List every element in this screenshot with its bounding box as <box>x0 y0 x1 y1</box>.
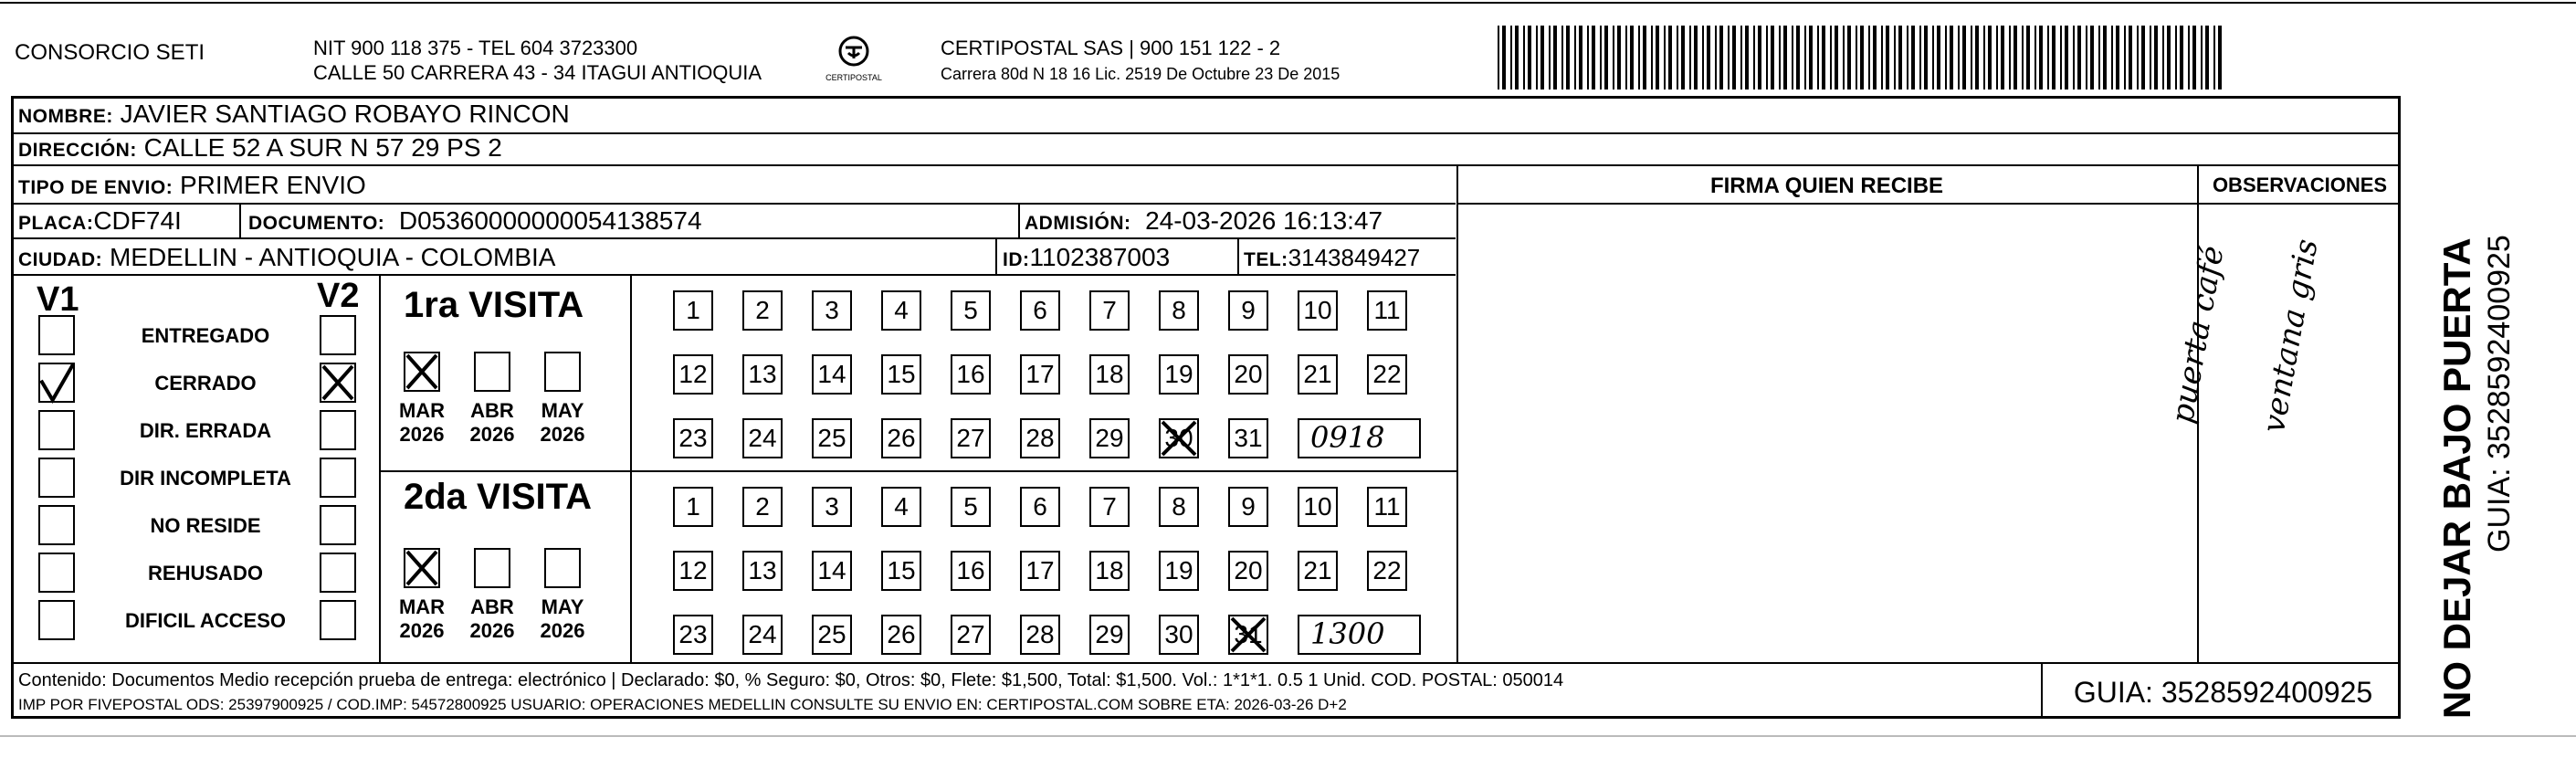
row-divider <box>11 203 1456 205</box>
barcode-bar <box>1740 26 1742 89</box>
v1-checkbox[interactable] <box>38 505 75 545</box>
observaciones-label: OBSERVACIONES <box>2212 174 2388 196</box>
admision-value: 24-03-2026 16:13:47 <box>1145 206 1383 235</box>
second-visit-day-14[interactable]: 14 <box>812 551 852 591</box>
barcode-bar <box>1515 26 1519 89</box>
barcode-bar <box>1835 26 1838 89</box>
v2-checkbox[interactable] <box>320 410 356 450</box>
id-value: 1102387003 <box>1029 243 1171 271</box>
nit-line: NIT 900 118 375 - TEL 604 3723300 <box>313 37 638 59</box>
first-visit-day-10[interactable]: 10 <box>1298 290 1338 331</box>
barcode-bar <box>1566 26 1570 89</box>
tel-field <box>1244 243 1420 275</box>
second-visit-day-22[interactable]: 22 <box>1367 551 1407 591</box>
tel-label: TEL: <box>1244 249 1288 270</box>
barcode-bar <box>1540 26 1544 89</box>
second-visit-day-27[interactable]: 27 <box>951 615 991 655</box>
id-field <box>1003 243 1170 275</box>
observation-note-2: ventana gris <box>2255 236 2326 436</box>
second-visit-day-12[interactable]: 12 <box>673 551 713 591</box>
footer-line-1: Contenido: Documentos Medio recepción prueba de entrega: electrónico | Declarado: $0, % Seguro: $0, Otros: $0, Flete: $1,500, Total: $1,500. Vol.: 1*1*1. 0.5 1 Unid. COD. POSTAL: 050014 <box>18 670 1564 690</box>
second-visit-month-label <box>460 595 524 643</box>
side-panel <box>2402 96 2576 719</box>
first-visit-title: 1ra VISITA <box>404 285 584 325</box>
barcode-bar <box>2213 26 2215 89</box>
barcode-bar <box>1950 26 1953 89</box>
documento-value: D05360000000054138574 <box>398 206 702 235</box>
barcode-bar <box>2141 26 2145 89</box>
barcode-bar <box>1873 26 1877 89</box>
barcode-bar <box>2124 26 2126 89</box>
admision-label: ADMISIÓN: <box>1025 213 1131 234</box>
barcode-bar <box>1668 26 1672 89</box>
barcode-bar <box>1932 26 1934 89</box>
first-visit-day-16[interactable]: 16 <box>951 354 991 395</box>
barcode-bar <box>2065 26 2068 89</box>
nombre-value: JAVIER SANTIAGO ROBAYO RINCON <box>120 100 570 128</box>
ciudad-field <box>18 243 555 275</box>
barcode-bar <box>1779 26 1781 89</box>
license-line: Carrera 80d N 18 16 Lic. 2519 De Octubre 23 De 2015 <box>941 65 1341 83</box>
barcode-bar <box>1847 26 1851 89</box>
first-visit-day-21[interactable]: 21 <box>1298 354 1338 395</box>
first-visit-month-label <box>460 399 524 447</box>
second-visit-day-1[interactable]: 1 <box>673 487 713 527</box>
first-visit-day-20[interactable]: 20 <box>1228 354 1268 395</box>
barcode-bar <box>1907 26 1908 89</box>
second-visit-day-9[interactable]: 9 <box>1228 487 1268 527</box>
first-visit-time-handwritten: 0918 <box>1310 420 1385 455</box>
first-visit-day-19[interactable]: 19 <box>1159 354 1199 395</box>
second-visit-day-2[interactable]: 2 <box>742 487 783 527</box>
second-visit-day-10[interactable]: 10 <box>1298 487 1338 527</box>
barcode-bar <box>1766 26 1768 89</box>
barcode-bar <box>2111 26 2113 89</box>
col-divider <box>995 239 997 274</box>
barcode-bar <box>1702 26 1704 89</box>
second-visit-day-25[interactable]: 25 <box>812 615 852 655</box>
first-visit-day-15[interactable]: 15 <box>881 354 921 395</box>
side-warning: NO DEJAR BAJO PUERTA <box>2435 237 2478 719</box>
barcode-bar <box>2201 26 2203 89</box>
barcode-bar <box>1523 26 1525 89</box>
barcode-bar <box>2205 26 2209 89</box>
barcode-bar <box>1510 26 1512 89</box>
tipo-field <box>18 171 366 203</box>
barcode-bar <box>1694 26 1698 89</box>
barcode-bar <box>1771 26 1774 89</box>
placa-field <box>18 206 182 238</box>
barcode-bar <box>1630 26 1634 89</box>
barcode-bar <box>1988 26 1992 89</box>
month-year: 2026 <box>540 619 585 642</box>
barcode-bar <box>2167 26 2171 89</box>
col-divider <box>630 274 632 662</box>
footer-guia: GUIA: 3528592400925 <box>2073 676 2373 709</box>
barcode-bar <box>1613 26 1614 89</box>
second-visit-day-17[interactable]: 17 <box>1020 551 1060 591</box>
svg-text:CERTIPOSTAL: CERTIPOSTAL <box>825 73 882 82</box>
second-visit-month-label <box>531 595 594 643</box>
barcode-bar <box>2098 26 2100 89</box>
first-visit-day-13[interactable]: 13 <box>742 354 783 395</box>
barcode-bar <box>1745 26 1749 89</box>
first-visit-day-23[interactable]: 23 <box>673 418 713 458</box>
first-visit-day-31[interactable]: 31 <box>1228 418 1268 458</box>
second-visit-day-7[interactable]: 7 <box>1089 487 1130 527</box>
nombre-field <box>18 100 570 132</box>
barcode-bar <box>1971 26 1972 89</box>
first-visit-day-5[interactable]: 5 <box>951 290 991 331</box>
barcode-bar <box>1830 26 1832 89</box>
first-visit-month-label <box>531 399 594 447</box>
first-visit-time-box[interactable] <box>1298 418 1421 458</box>
first-visit-month-box[interactable] <box>544 352 581 392</box>
v1-checkbox[interactable] <box>38 363 75 403</box>
first-visit-day-25[interactable]: 25 <box>812 418 852 458</box>
barcode-bar <box>2039 26 2043 89</box>
barcode-bar <box>1561 26 1563 89</box>
tipo-value: PRIMER ENVIO <box>179 171 366 199</box>
barcode-bar <box>1919 26 1921 89</box>
bottom-edge <box>0 735 2576 737</box>
barcode-bar <box>2129 26 2132 89</box>
barcode-bar <box>2035 26 2036 89</box>
first-visit-day-12[interactable]: 12 <box>673 354 713 395</box>
month-year: 2026 <box>469 423 515 446</box>
barcode <box>1498 26 2228 89</box>
v2-checkbox[interactable] <box>320 600 356 640</box>
barcode-bar <box>2022 26 2024 89</box>
v1-checkbox[interactable] <box>38 315 75 355</box>
barcode-bar <box>1664 26 1666 89</box>
second-visit-day-19[interactable]: 19 <box>1159 551 1199 591</box>
barcode-bar <box>2077 26 2081 89</box>
admision-field <box>1025 206 1383 238</box>
status-label: DIR INCOMPLETA <box>120 467 291 490</box>
documento-label: DOCUMENTO: <box>248 213 385 234</box>
status-label: ENTREGADO <box>141 324 270 347</box>
barcode-bar <box>1898 26 1902 89</box>
barcode-bar <box>1536 26 1538 89</box>
barcode-bar <box>1894 26 1896 89</box>
barcode-bar <box>1715 26 1717 89</box>
second-visit-day-3[interactable]: 3 <box>812 487 852 527</box>
nombre-label: NOMBRE: <box>18 106 113 127</box>
footer-line-2: IMP POR FIVEPOSTAL ODS: 25397900925 / COD.IMP: 54572800925 USUARIO: OPERACIONES MEDELLIN CONSULTE SU ENVIO EN: CERTIPOSTAL.COM SOBRE ETA: 2026-03-26 D+2 <box>18 696 1347 713</box>
side-guia: GUIA: 3528592400925 <box>2482 235 2517 553</box>
first-visit-day-28[interactable]: 28 <box>1020 418 1060 458</box>
barcode-bar <box>1574 26 1576 89</box>
ciudad-value: MEDELLIN - ANTIOQUIA - COLOMBIA <box>109 243 556 271</box>
direccion-field <box>18 133 502 165</box>
company-name: CONSORCIO SETI <box>15 40 205 65</box>
month-year: 2026 <box>540 423 585 446</box>
first-visit-day-18[interactable]: 18 <box>1089 354 1130 395</box>
v2-checkbox[interactable] <box>320 458 356 498</box>
barcode-bar <box>1758 26 1761 89</box>
first-visit-day-9[interactable]: 9 <box>1228 290 1268 331</box>
barcode-bar <box>1707 26 1710 89</box>
first-visit-day-3[interactable]: 3 <box>812 290 852 331</box>
tipo-label: TIPO DE ENVIO: <box>18 177 173 198</box>
barcode-bar <box>1783 26 1787 89</box>
v1-label: V1 <box>37 280 79 319</box>
first-visit-month-label <box>390 399 454 447</box>
id-label: ID: <box>1003 249 1030 270</box>
barcode-bar <box>1502 26 1506 89</box>
v1-checkbox[interactable] <box>38 458 75 498</box>
first-visit-day-29[interactable]: 29 <box>1089 418 1130 458</box>
barcode-bar <box>1958 26 1960 89</box>
direccion-value: CALLE 52 A SUR N 57 29 PS 2 <box>143 133 502 162</box>
barcode-bar <box>1937 26 1940 89</box>
second-visit-month-box[interactable] <box>474 548 510 588</box>
barcode-bar <box>1822 26 1825 89</box>
month-name: ABR <box>470 399 514 422</box>
v2-checkbox[interactable] <box>320 363 356 403</box>
status-label: NO RESIDE <box>150 514 261 537</box>
barcode-bar <box>2150 26 2151 89</box>
barcode-bar <box>1625 26 1627 89</box>
first-visit-month-box[interactable] <box>404 352 440 392</box>
second-visit-day-11[interactable]: 11 <box>1367 487 1407 527</box>
barcode-bar <box>1617 26 1621 89</box>
col-divider <box>1018 204 1020 237</box>
barcode-bar <box>1843 26 1845 89</box>
barcode-bar <box>1592 26 1595 89</box>
barcode-bar <box>1732 26 1736 89</box>
second-visit-title: 2da VISITA <box>404 477 592 517</box>
barcode-bar <box>1528 26 1531 89</box>
barcode-bar <box>1945 26 1947 89</box>
barcode-bar <box>1498 26 1499 89</box>
barcode-bar <box>2162 26 2164 89</box>
firma-label: FIRMA QUIEN RECIBE <box>1709 174 1944 198</box>
col-divider <box>2041 662 2043 719</box>
barcode-bar <box>2086 26 2087 89</box>
barcode-bar <box>1924 26 1928 89</box>
barcode-bar <box>2090 26 2094 89</box>
second-visit-time-handwritten: 1300 <box>1310 616 1385 651</box>
v1-checkbox[interactable] <box>38 553 75 593</box>
barcode-bar <box>1962 26 1966 89</box>
month-name: ABR <box>470 595 514 618</box>
certipostal-logo <box>822 33 886 88</box>
barcode-bar <box>1681 26 1685 89</box>
col-divider <box>239 204 241 237</box>
barcode-bar <box>1911 26 1915 89</box>
second-visit-month-box[interactable] <box>544 548 581 588</box>
col-divider <box>379 274 381 662</box>
top-edge <box>0 2 2576 4</box>
first-visit-day-24[interactable]: 24 <box>742 418 783 458</box>
second-visit-day-16[interactable]: 16 <box>951 551 991 591</box>
barcode-bar <box>2009 26 2011 89</box>
visit-divider <box>379 470 1456 472</box>
barcode-bar <box>2103 26 2107 89</box>
v1-checkbox[interactable] <box>38 410 75 450</box>
first-visit-day-1[interactable]: 1 <box>673 290 713 331</box>
barcode-bar <box>2060 26 2062 89</box>
second-visit-day-4[interactable]: 4 <box>881 487 921 527</box>
month-name: MAR <box>398 595 446 618</box>
placa-label: PLACA: <box>18 213 94 234</box>
v2-label: V2 <box>317 277 360 315</box>
direccion-label: DIRECCIÓN: <box>18 140 137 161</box>
barcode-bar <box>2218 26 2222 89</box>
first-visit-day-30[interactable]: 30 <box>1159 418 1199 458</box>
barcode-bar <box>2047 26 2049 89</box>
second-visit-day-29[interactable]: 29 <box>1089 615 1130 655</box>
address-line: CALLE 50 CARRERA 43 - 34 ITAGUI ANTIOQUIA <box>313 61 762 84</box>
first-visit-day-8[interactable]: 8 <box>1159 290 1199 331</box>
barcode-bar <box>1804 26 1806 89</box>
barcode-bar <box>2137 26 2139 89</box>
barcode-bar <box>1656 26 1659 89</box>
barcode-bar <box>2001 26 2004 89</box>
barcode-bar <box>2013 26 2017 89</box>
barcode-bar <box>2026 26 2030 89</box>
v1-checkbox[interactable] <box>38 600 75 640</box>
month-name: MAR <box>398 399 446 422</box>
documento-field <box>248 206 702 238</box>
status-label: DIR. ERRADA <box>139 419 272 442</box>
barcode-bar <box>2180 26 2183 89</box>
first-visit-day-7[interactable]: 7 <box>1089 290 1130 331</box>
first-visit-day-26[interactable]: 26 <box>881 418 921 458</box>
first-visit-day-17[interactable]: 17 <box>1020 354 1060 395</box>
barcode-bar <box>1587 26 1589 89</box>
barcode-bar <box>1983 26 1985 89</box>
certipostal-line: CERTIPOSTAL SAS | 900 151 122 - 2 <box>941 37 1281 59</box>
status-label: DIFICIL ACCESO <box>124 609 286 632</box>
second-visit-day-18[interactable]: 18 <box>1089 551 1130 591</box>
second-visit-day-30[interactable]: 30 <box>1159 615 1199 655</box>
barcode-bar <box>1728 26 1730 89</box>
barcode-bar <box>1549 26 1551 89</box>
first-visit-day-11[interactable]: 11 <box>1367 290 1407 331</box>
second-visit-day-15[interactable]: 15 <box>881 551 921 591</box>
month-name: MAY <box>541 595 584 618</box>
barcode-bar <box>1604 26 1608 89</box>
barcode-bar <box>1975 26 1979 89</box>
second-visit-day-28[interactable]: 28 <box>1020 615 1060 655</box>
first-visit-day-6[interactable]: 6 <box>1020 290 1060 331</box>
barcode-bar <box>1792 26 1793 89</box>
second-visit-day-24[interactable]: 24 <box>742 615 783 655</box>
barcode-bar <box>2073 26 2075 89</box>
barcode-bar <box>1860 26 1864 89</box>
placa-value: CDF74I <box>93 206 182 235</box>
barcode-bar <box>1817 26 1819 89</box>
second-visit-day-26[interactable]: 26 <box>881 615 921 655</box>
month-year: 2026 <box>469 619 515 642</box>
barcode-bar <box>1881 26 1883 89</box>
first-visit-day-14[interactable]: 14 <box>812 354 852 395</box>
barcode-bar <box>1689 26 1691 89</box>
barcode-bar <box>2175 26 2177 89</box>
second-visit-day-21[interactable]: 21 <box>1298 551 1338 591</box>
barcode-bar <box>1996 26 1998 89</box>
second-visit-day-31[interactable]: 31 <box>1228 615 1268 655</box>
barcode-bar <box>1809 26 1813 89</box>
second-visit-day-6[interactable]: 6 <box>1020 487 1060 527</box>
observation-note-1: puerta café <box>2164 243 2232 426</box>
month-name: MAY <box>541 399 584 422</box>
v2-checkbox[interactable] <box>320 315 356 355</box>
second-visit-day-5[interactable]: 5 <box>951 487 991 527</box>
barcode-bar <box>1638 26 1640 89</box>
status-label: CERRADO <box>154 372 257 395</box>
barcode-bar <box>1719 26 1723 89</box>
barcode-bar <box>2192 26 2196 89</box>
month-year: 2026 <box>399 619 445 642</box>
second-visit-day-8[interactable]: 8 <box>1159 487 1199 527</box>
second-visit-time-box[interactable] <box>1298 615 1421 655</box>
barcode-bar <box>1753 26 1755 89</box>
barcode-bar <box>1553 26 1557 89</box>
barcode-bar <box>1643 26 1646 89</box>
second-visit-month-label <box>390 595 454 643</box>
first-visit-day-22[interactable]: 22 <box>1367 354 1407 395</box>
first-visit-day-2[interactable]: 2 <box>742 290 783 331</box>
v2-checkbox[interactable] <box>320 553 356 593</box>
barcode-bar <box>2116 26 2119 89</box>
col-divider <box>1237 239 1239 274</box>
first-visit-day-4[interactable]: 4 <box>881 290 921 331</box>
barcode-bar <box>2188 26 2190 89</box>
barcode-bar <box>2154 26 2158 89</box>
barcode-bar <box>1651 26 1653 89</box>
second-visit-day-20[interactable]: 20 <box>1228 551 1268 591</box>
barcode-bar <box>1886 26 1889 89</box>
first-visit-month-box[interactable] <box>474 352 510 392</box>
barcode-bar <box>1579 26 1582 89</box>
v2-checkbox[interactable] <box>320 505 356 545</box>
tel-value: 3143849427 <box>1288 244 1421 271</box>
ciudad-label: CIUDAD: <box>18 249 103 270</box>
barcode-bar <box>1856 26 1857 89</box>
barcode-bar <box>1868 26 1870 89</box>
barcode-bar <box>2052 26 2056 89</box>
signature-area[interactable] <box>1458 205 2195 660</box>
second-visit-month-box[interactable] <box>404 548 440 588</box>
barcode-bar <box>1677 26 1678 89</box>
barcode-bar <box>1796 26 1800 89</box>
second-visit-day-13[interactable]: 13 <box>742 551 783 591</box>
first-visit-day-27[interactable]: 27 <box>951 418 991 458</box>
second-visit-day-23[interactable]: 23 <box>673 615 713 655</box>
barcode-bar <box>1600 26 1602 89</box>
status-label: REHUSADO <box>148 562 263 584</box>
month-year: 2026 <box>399 423 445 446</box>
